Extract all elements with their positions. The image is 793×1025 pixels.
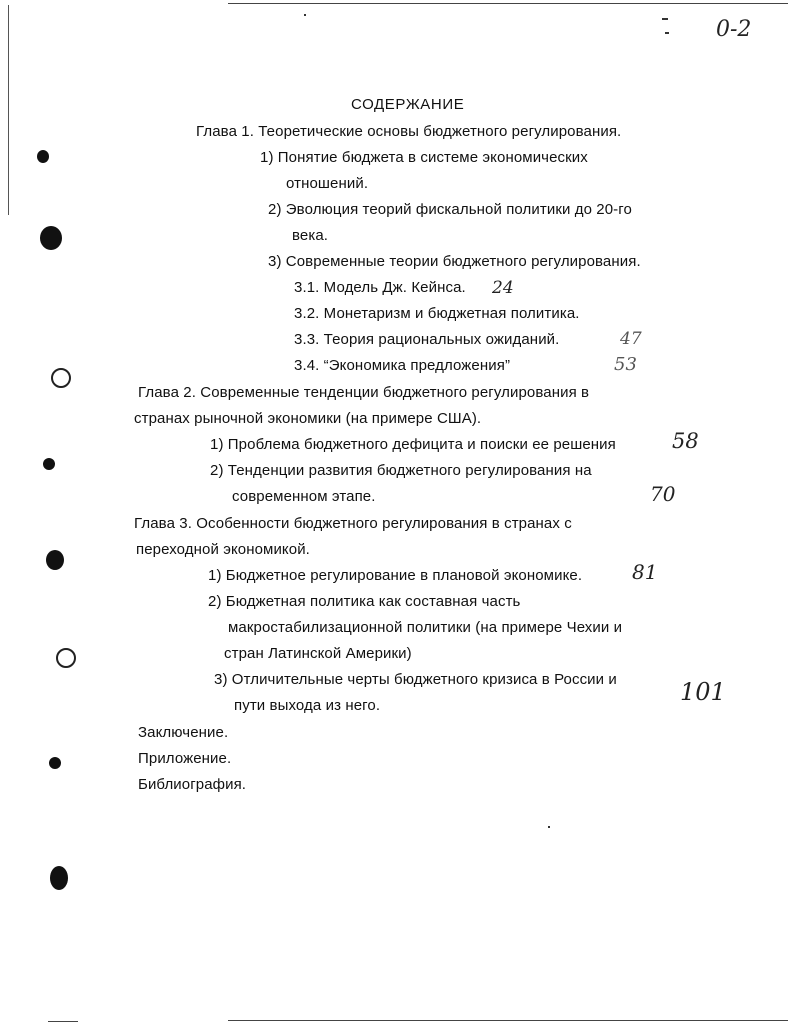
conclusion-entry: Заключение. — [138, 724, 229, 741]
corner-handwritten-mark: 0-2 — [716, 17, 752, 42]
handwritten-page-number: 53 — [614, 354, 637, 375]
handwritten-page-number: 24 — [492, 278, 514, 298]
scan-speck — [304, 14, 306, 16]
binder-hole — [50, 866, 68, 890]
chapter-1-subsection-3-1: 3.1. Модель Дж. Кейнса. — [294, 279, 466, 296]
handwritten-page-number: 101 — [680, 678, 726, 706]
handwritten-page-number: 70 — [650, 482, 676, 506]
page-title: СОДЕРЖАНИЕ — [351, 96, 465, 113]
chapter-2-heading: Глава 2. Современные тенденции бюджетного регулирования в — [138, 384, 590, 401]
bottom-edge-line — [228, 1020, 788, 1021]
chapter-2-section-2: 2) Тенденции развития бюджетного регулирования на — [210, 462, 592, 479]
chapter-3-section-2-cont: стран Латинской Америки) — [224, 645, 412, 662]
scan-speck — [662, 18, 668, 20]
top-edge-line — [228, 3, 788, 4]
bottom-left-edge-line — [48, 1021, 78, 1022]
binder-hole — [40, 226, 62, 250]
chapter-1-heading: Глава 1. Теоретические основы бюджетного регулирования. — [196, 123, 622, 140]
chapter-3-heading: Глава 3. Особенности бюджетного регулирования в странах с — [134, 515, 572, 532]
handwritten-page-number: 58 — [672, 429, 699, 453]
chapter-3-heading-cont: переходной экономикой. — [136, 541, 310, 558]
binder-hole — [46, 550, 64, 570]
binder-hole — [49, 757, 61, 769]
chapter-1-subsection-3-2: 3.2. Монетаризм и бюджетная политика. — [294, 305, 580, 322]
chapter-2-section-1: 1) Проблема бюджетного дефицита и поиски ее решения — [210, 436, 616, 453]
binder-hole — [43, 458, 55, 470]
chapter-3-section-3: 3) Отличительные черты бюджетного кризиса в России и — [214, 671, 617, 688]
chapter-3-section-3-cont: пути выхода из него. — [234, 697, 381, 714]
chapter-2-section-2-cont: современном этапе. — [232, 488, 376, 505]
chapter-3-section-2: 2) Бюджетная политика как составная часть — [208, 593, 521, 610]
handwritten-page-number: 81 — [632, 560, 658, 584]
bibliography-entry: Библиография. — [138, 776, 247, 793]
chapter-2-heading-cont: странах рыночной экономики (на примере США). — [134, 410, 482, 427]
chapter-1-section-2-cont: века. — [292, 227, 329, 244]
chapter-3-section-2-cont: макростабилизационной политики (на примере Чехии и — [228, 619, 623, 636]
scan-speck — [548, 826, 550, 828]
left-edge-line — [8, 5, 9, 215]
binder-hole — [37, 150, 49, 163]
scan-speck — [665, 32, 669, 34]
binder-ring — [56, 648, 76, 668]
chapter-1-subsection-3-3: 3.3. Теория рациональных ожиданий. — [294, 331, 560, 348]
chapter-1-subsection-3-4: 3.4. “Экономика предложения” — [294, 357, 511, 374]
handwritten-page-number: 47 — [620, 329, 642, 349]
appendix-entry: Приложение. — [138, 750, 232, 767]
chapter-1-section-3: 3) Современные теории бюджетного регулирования. — [268, 253, 641, 270]
chapter-1-section-1-cont: отношений. — [286, 175, 369, 192]
chapter-1-section-1: 1) Понятие бюджета в системе экономических — [260, 149, 588, 166]
binder-ring — [51, 368, 71, 388]
chapter-3-section-1: 1) Бюджетное регулирование в плановой экономике. — [208, 567, 583, 584]
chapter-1-section-2: 2) Эволюция теорий фискальной политики до 20-го — [268, 201, 632, 218]
